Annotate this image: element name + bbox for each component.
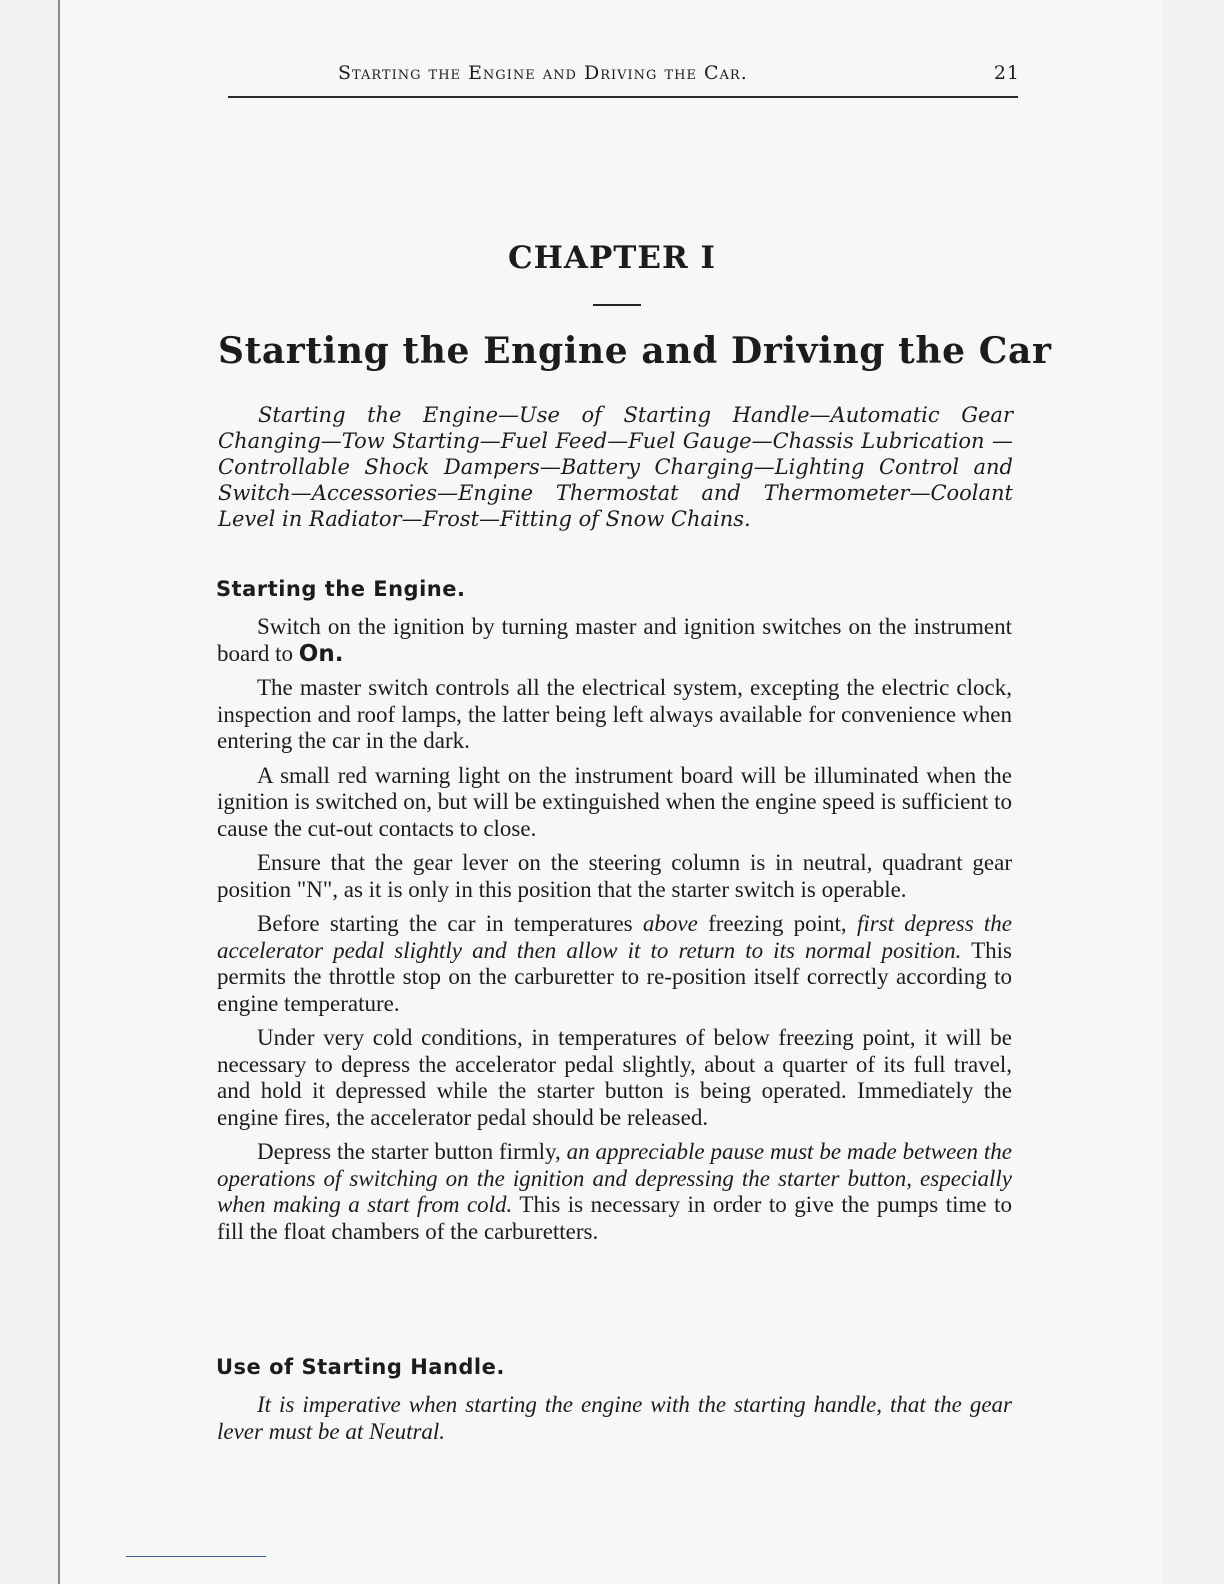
chapter-label: CHAPTER I: [507, 240, 717, 276]
paragraph-text: This is necessary in order to give the pumps time to fill the float chambers of the carburetters.: [217, 1192, 1012, 1244]
paragraph-text: Switch on the ignition by turning master and ignition switches on the instrument board to: [217, 614, 1012, 666]
scan-mark: [126, 1556, 266, 1557]
section-body-starting-engine: [217, 614, 1012, 1253]
paragraph: Ensure that the gear lever on the steering column is in neutral, quadrant gear position "N", as it is only in this position that the starter switch is operable.: [217, 850, 1012, 902]
paragraph: A small red warning light on the instrument board will be illuminated when the ignition is switched on, but will be extinguished when the engine speed is sufficient to cause the cut-out contacts to close.: [217, 762, 1012, 841]
paragraph-text: freezing point,: [708, 911, 847, 936]
section-heading-starting-handle: Use of Starting Handle.: [216, 1355, 505, 1379]
paragraph: [217, 1139, 1012, 1245]
paragraph-text: Before starting the car in temperatures: [257, 911, 633, 936]
paragraph: Under very cold conditions, in temperatures of below freezing point, it will be necessary to depress the accelerator pedal slightly, about a quarter of its full travel, and hold it depressed while the starter button is being operated. Immediately the engine fires, the accelerator pedal should be released.: [217, 1025, 1012, 1130]
chapter-title: Starting the Engine and Driving the Car: [218, 330, 1052, 372]
emphasis-text: first depress the accelerator pedal slightly and then allow it to return to its normal position.: [217, 911, 1013, 963]
emphasis-text: an appreciable pause must be made between the operations of switching on the ignition and depressing the starter button, especially when making a start from cold.: [217, 1139, 1012, 1217]
paragraph-text: This permits the throttle stop on the carburetter to re-position itself correctly according to engine temperature.: [217, 937, 1012, 1016]
page-number: 21: [993, 62, 1020, 84]
section-body-starting-handle: [217, 1392, 1012, 1453]
paragraph: [217, 911, 1012, 1017]
paragraph: The master switch controls all the electrical system, excepting the electric clock, inspection and roof lamps, the latter being left always available for convenience when entering the car in the dark.: [217, 675, 1012, 753]
emphasis-on: On.: [298, 640, 344, 667]
header-rule: [228, 96, 1018, 98]
chapter-divider: [593, 304, 641, 306]
chapter-summary: Starting the Engine—Use of Starting Handle—Automatic Gear Changing—Tow Starting—Fuel Feed—Fuel Gauge—Chassis Lubrication —Controllable Shock Dampers—Battery Charging—Lighting Control and Switch—Accessories—Engine Thermostat and Thermometer—Coolant Level in Radiator—Frost—Fitting of Snow Chains.: [218, 403, 1013, 531]
emphasis-above: above: [642, 911, 698, 936]
paragraph-text: Depress the starter button firmly,: [257, 1139, 561, 1164]
running-title: Starting the Engine and Driving the Car.: [338, 62, 748, 84]
paragraph: It is imperative when starting the engine with the starting handle, that the gear lever must be at Neutral.: [217, 1392, 1012, 1444]
paragraph: [217, 614, 1012, 667]
section-heading-starting-engine: Starting the Engine.: [216, 577, 466, 601]
